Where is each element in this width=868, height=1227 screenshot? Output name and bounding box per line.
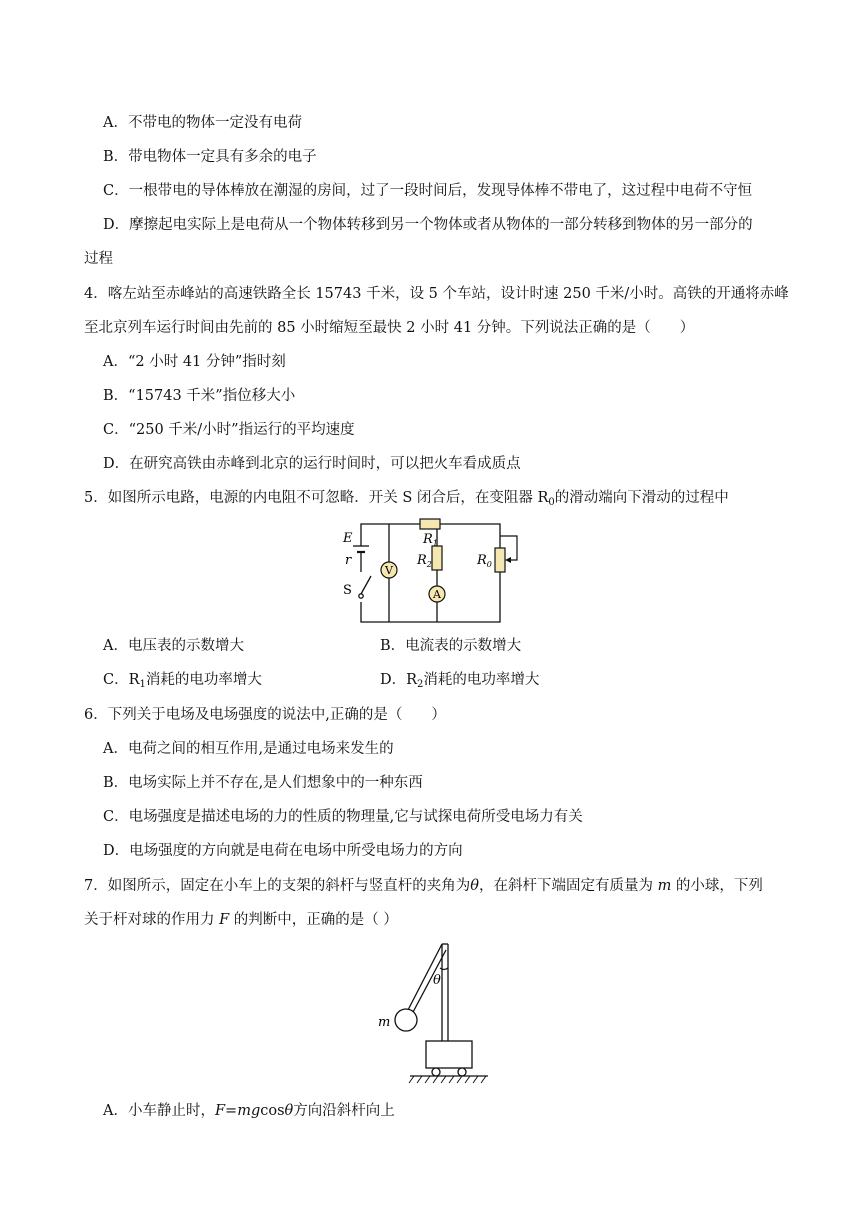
r0-label: $R_0$: [477, 553, 492, 569]
q4-option-d: D．在研究高铁由赤峰到北京的运行时间时，可以把火车看成质点: [103, 456, 521, 472]
r2-label: $R_2$: [417, 553, 432, 569]
q6-option-b: B．电场实际上并不存在,是人们想象中的一种东西: [103, 775, 423, 791]
circuit-diagram: [325, 512, 545, 632]
mass-label: m: [378, 1015, 391, 1030]
q5-option-a: A．电压表的示数增大: [103, 638, 244, 654]
voltmeter-label: V: [385, 564, 393, 577]
angle-label: θ: [433, 973, 441, 988]
q5-option-c: C．$R_1$消耗的电功率增大: [103, 672, 262, 690]
q3-option-a: A．不带电的物体一定没有电荷: [103, 115, 302, 131]
q6-option-a: A．电荷之间的相互作用,是通过电场来发生的: [103, 741, 394, 757]
q7-stem-line2: 关于杆对球的作用力 F 的判断中，正确的是（ ）: [84, 912, 398, 928]
q4-option-b: B．“15743 千米”指位移大小: [103, 388, 296, 404]
q6-stem: 6．下列关于电场及电场强度的说法中,正确的是（ ）: [84, 707, 446, 723]
emf-label: E: [343, 531, 353, 546]
q5-stem: 5．如图所示电路，电源的内电阻不可忽略．开关 S 闭合后，在变阻器 $R_0$的滑动端向下滑动的过程中: [84, 490, 729, 508]
q3-option-d: D．摩擦起电实际上是电荷从一个物体转移到另一个物体或者从物体的一部分转移到物体的另一部分的: [103, 217, 753, 233]
q4-stem-line2: 至北京列车运行时间由先前的 85 小时缩短至最快 2 小时 41 分钟。下列说法正确的是（ ）: [84, 320, 695, 336]
resistor-r2: [432, 546, 442, 570]
q4-option-a: A．“2 小时 41 分钟”指时刻: [103, 354, 286, 370]
q5-option-d: D．$R_2$消耗的电功率增大: [380, 672, 540, 690]
q7-option-a: A．小车静止时，F=mgcosθ方向沿斜杆向上: [103, 1103, 395, 1119]
ammeter-label: A: [433, 588, 441, 601]
cart-rod-diagram: [372, 938, 492, 1088]
q4-option-c: C．“250 千米/小时”指运行的平均速度: [103, 422, 355, 438]
q3-option-d-cont: 过程: [84, 251, 113, 267]
resistor-r1: [420, 519, 440, 529]
q3-option-b: B．带电物体一定具有多余的电子: [103, 149, 317, 165]
q3-option-c: C．一根带电的导体棒放在潮湿的房间，过了一段时间后，发现导体棒不带电了，这过程中电荷不守恒: [103, 183, 753, 199]
q6-option-c: C．电场强度是描述电场的力的性质的物理量,它与试探电荷所受电场力有关: [103, 809, 583, 825]
rheostat-r0: [495, 548, 505, 572]
r1-label: $R_1$: [423, 532, 438, 548]
switch-label: S: [343, 583, 352, 598]
internal-resistance-label: r: [345, 553, 352, 568]
q5-option-b: B．电流表的示数增大: [380, 638, 522, 654]
q6-option-d: D．电场强度的方向就是电荷在电场中所受电场力的方向: [103, 843, 463, 859]
q7-stem-line1: 7．如图所示，固定在小车上的支架的斜杆与竖直杆的夹角为θ，在斜杆下端固定有质量为 m 的小球，下列: [84, 878, 763, 894]
q4-stem-line1: 4．喀左站至赤峰站的高速铁路全长 15743 千米，设 5 个车站，设计时速 250 千米/小时。高铁的开通将赤峰: [84, 286, 789, 302]
